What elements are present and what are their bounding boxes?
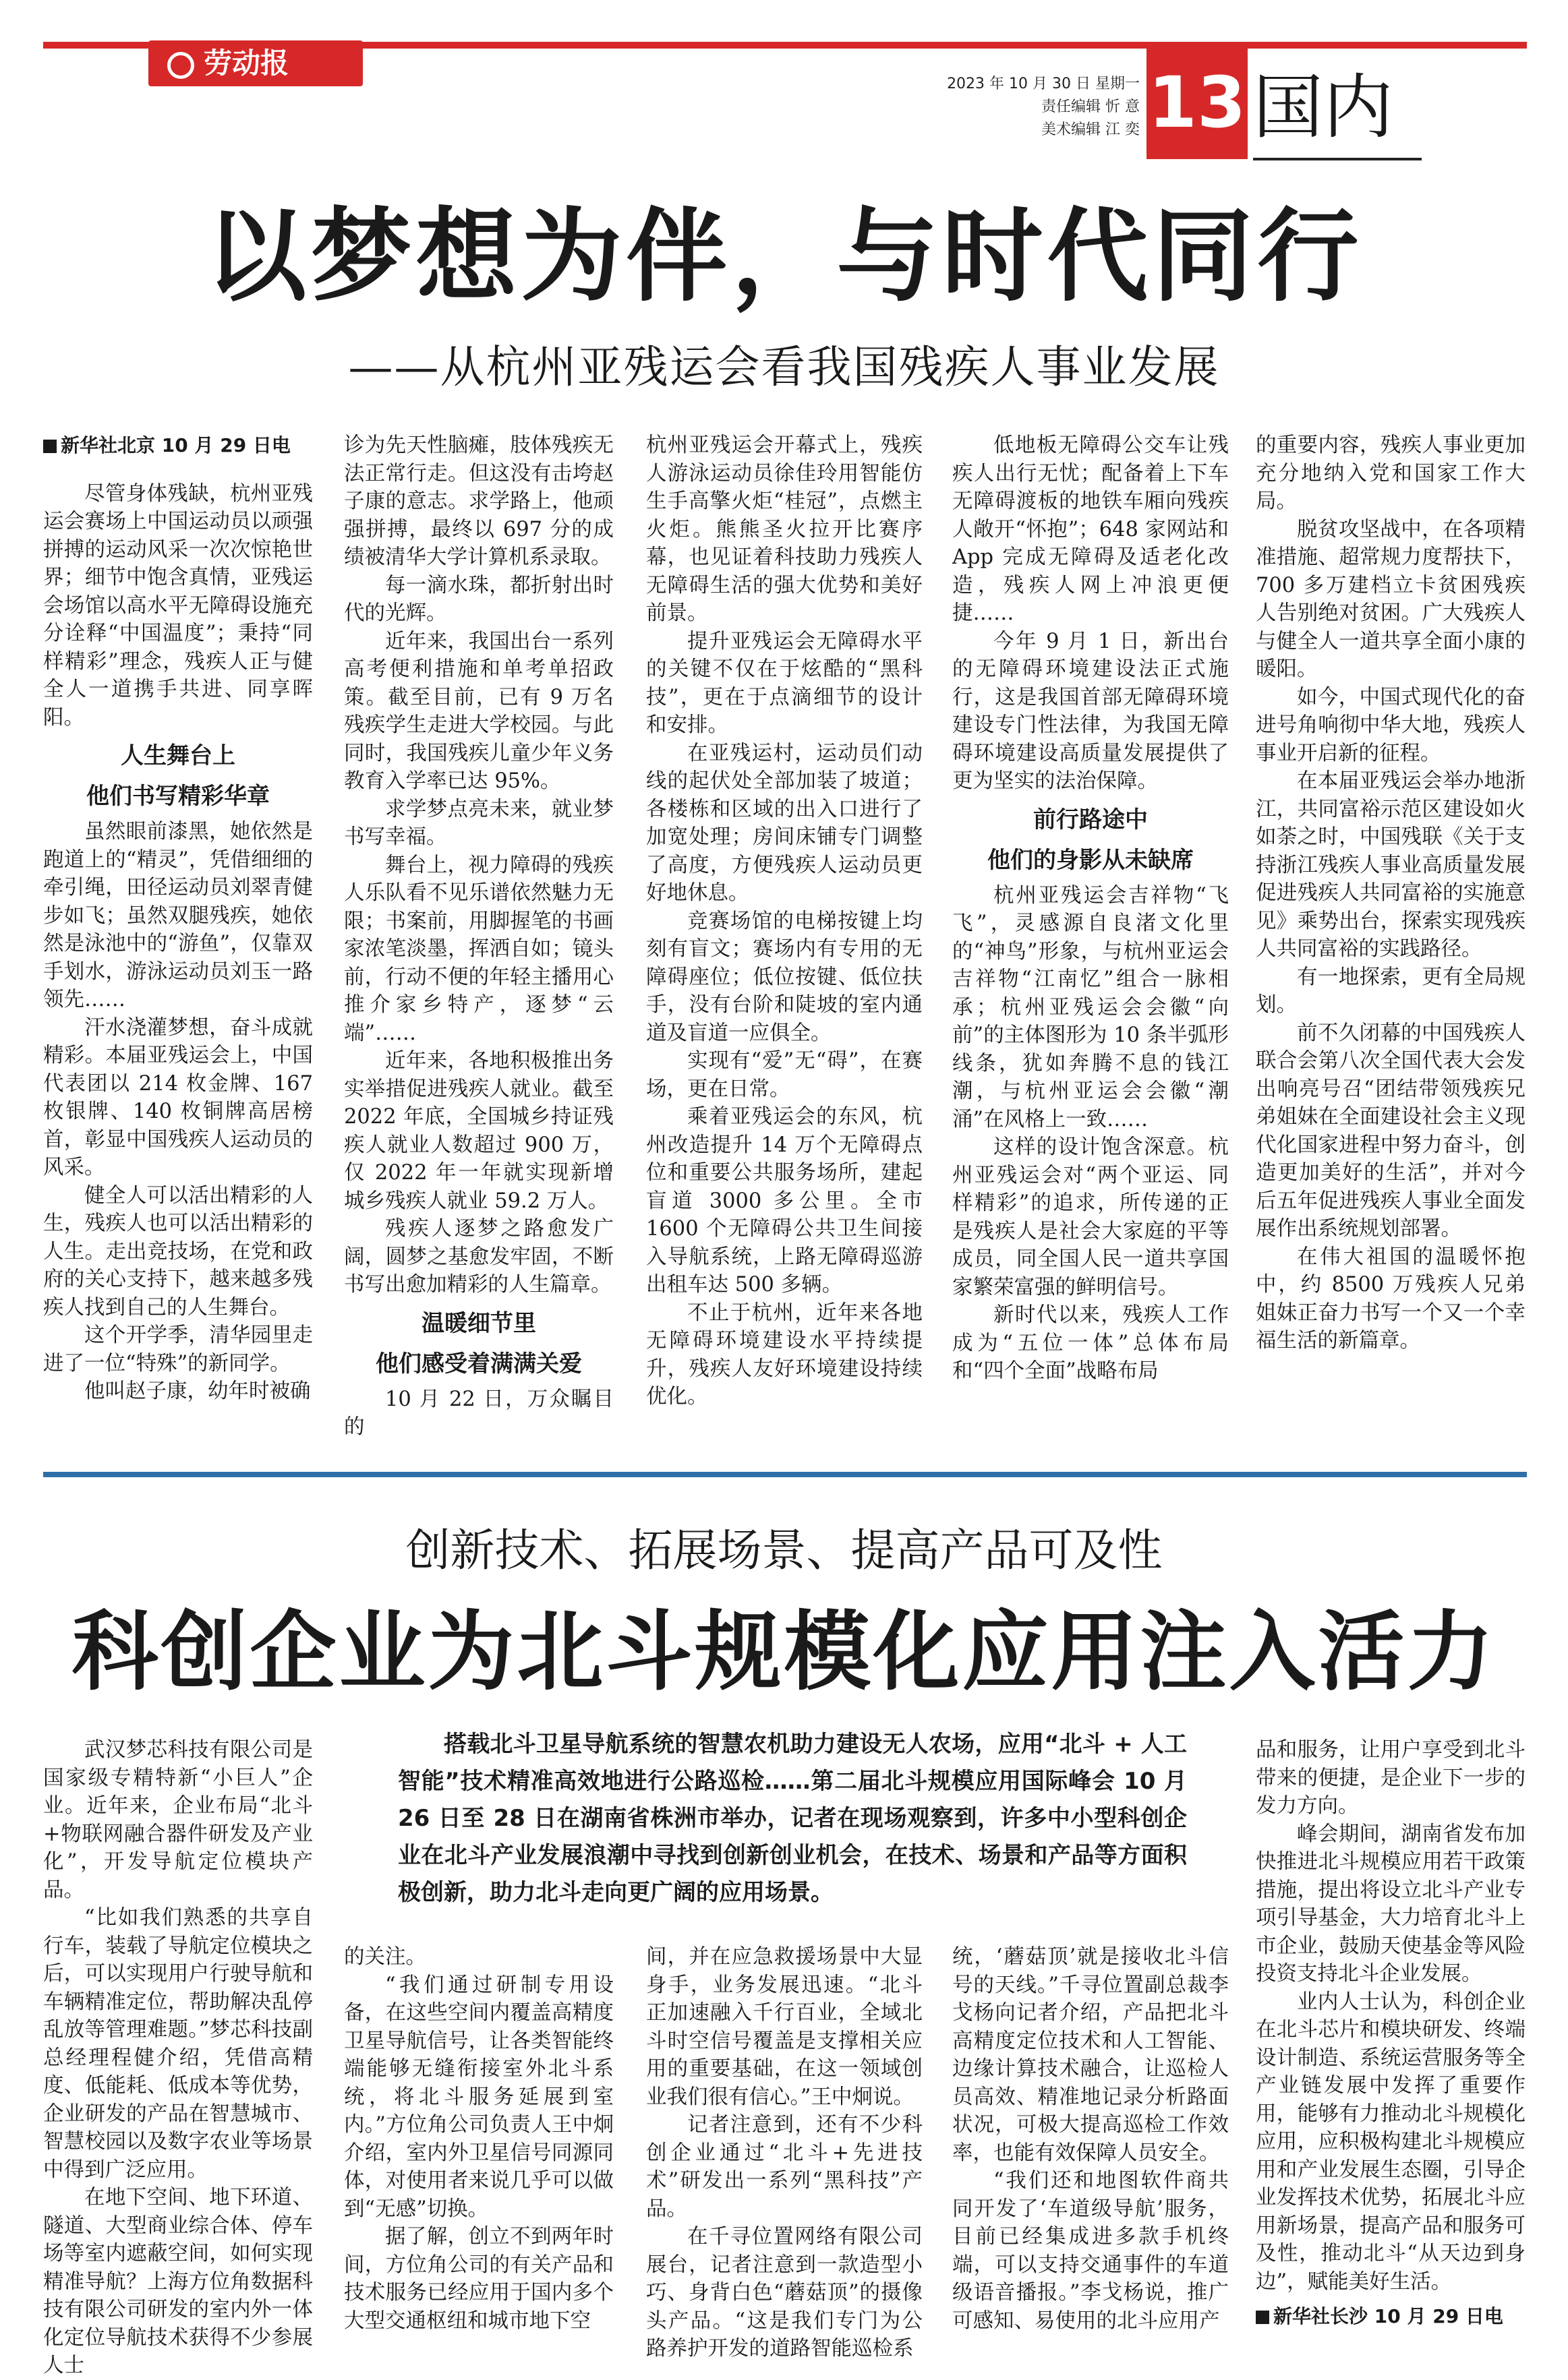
paragraph: 记者注意到，还有不少科创企业通过“北斗+先进技术”研发出一系列“黑科技”产品。: [646, 2113, 923, 2221]
paragraph: 业内人士认为，科创企业在北斗芯片和模块研发、终端设计制造、系统运营服务等全产业链发展中发挥了重要作用，能够有力推动北斗规模化应用，应积极构建北斗规模应用和产业发展生态圈，引导企业发挥技术优势，拓展北斗应用新场景，提高产品和服务可及性，推动北斗“从天边到身边”，赋能美好生活。: [1256, 1990, 1526, 2294]
paragraph: 据了解，创立不到两年时间，方位角公司的有关产品和技术服务已经应用于国内多个大型交通枢纽和城市地下空: [344, 2225, 614, 2333]
square-bullet-icon: [1256, 2311, 1269, 2324]
paragraph: 武汉梦芯科技有限公司是国家级专精特新“小巨人”企业。近年来，企业布局“北斗+物联网融合器件研发及产业化”，开发导航定位模块产品。: [43, 1738, 313, 1902]
logo-text: 劳动报: [204, 47, 289, 80]
paragraph: 近年来，各地积极推出务实举措促进残疾人就业。截至 2022 年底，全国城乡持证残疾人就业人数超过 900 万，仅 2022 年一年就实现新增城乡残疾人就业 59.2 万人。: [344, 1049, 614, 1213]
article2-column-5: [1256, 1736, 1526, 2331]
page-number: 13: [1146, 46, 1248, 159]
paragraph: 虽然眼前漆黑，她依然是跑道上的“精灵”，凭借细细的牵引绳，田径运动员刘翠青健步如飞；虽然双腿残疾，她依然是泳池中的“游鱼”，仅靠双手划水，游泳运动员刘玉一路领先……: [43, 820, 313, 1011]
paragraph: 脱贫攻坚战中，在各项精准措施、超常规力度帮扶下，700 多万建档立卡贫困残疾人告别绝对贫困。广大残疾人与健全人一道共享全面小康的暖阳。: [1256, 517, 1526, 681]
newspaper-logo: [148, 40, 363, 86]
paragraph: 如今，中国式现代化的奋进号角响彻中华大地，残疾人事业开启新的征程。: [1256, 685, 1526, 765]
paragraph: 这个开学季，清华园里走进了一位“特殊”的新同学。: [43, 1323, 313, 1375]
paragraph: 乘着亚残运会的东风，杭州改造提升 14 万个无障碍点位和重要公共服务场所，建起盲道 3000 多公里。全市 1600 个无障碍公共卫生间接入导航系统，上路无障碍巡游出租车达 500 多辆。: [646, 1105, 923, 1297]
article-separator: [43, 1472, 1527, 1477]
paragraph: 杭州亚残运会开幕式上，残疾人游泳运动员徐佳玲用智能仿生手高擎火炬“桂冠”，点燃主火炬。熊熊圣火拉开比赛序幕，也见证着科技助力残疾人无障碍生活的强大优势和美好前景。: [646, 434, 923, 625]
paragraph: 间，并在应急救援场景中大显身手，业务发展迅速。“北斗正加速融入千行百业，全域北斗时空信号覆盖是支撑相关应用的重要基础，在这一领域创业我们很有信心。”王中炯说。: [646, 1945, 923, 2109]
issue-date: 2023 年 10 月 30 日 星期一: [947, 76, 1140, 92]
dateline-end: [1256, 2302, 1526, 2331]
article1-column-4: [952, 432, 1229, 1386]
article2-title: 科创企业为北斗规模化应用注入活力: [71, 1601, 1497, 1702]
dateline: [43, 432, 313, 460]
article1-subtitle: ——从杭州亚残运会看我国残疾人事业发展: [348, 341, 1220, 393]
paragraph: 实现有“爱”无“碍”，在赛场，更在日常。: [646, 1049, 923, 1101]
paragraph: “我们还和地图软件商共同开发了‘车道级导航’服务，目前已经集成进多款手机终端，可以支持交通事件的车道级语音播报。”李戈杨说，推广可感知、易使用的北斗应用产: [952, 2169, 1229, 2333]
section-name: 国内: [1253, 57, 1422, 160]
paragraph: 近年来，我国出台一系列高考便利措施和单考单招政策。截至目前，已有 9 万名残疾学生走进大学校园。与此同时，我国残疾儿童少年义务教育入学率已达 95%。: [344, 629, 614, 793]
paragraph: 诊为先天性脑瘫，肢体残疾无法正常行走。但这没有击垮赵子康的意志。求学路上，他顽强拼搏，最终以 697 分的成绩被清华大学计算机系录取。: [344, 434, 614, 569]
art-editor: 美术编辑 江 奕: [1041, 121, 1140, 138]
article2-lead-text: 搭载北斗卫星导航系统的智慧农机助力建设无人农场，应用“北斗 + 人工智能”技术精准高效地进行公路巡检……第二届北斗规模应用国际峰会 10 月 26 日至 28 日在湖南省株洲市举办，记者在现场观察到，许多中小型科创企业在北斗产业发展浪潮中寻找到创新创业机会，在技术、场景和产品等方面积极创新，助力北斗走向更广阔的应用场景。: [398, 1731, 1187, 1906]
paragraph: 健全人可以活出精彩的人生，残疾人也可以活出精彩的人生。走出竞技场，在党和政府的关心支持下，越来越多残疾人找到自己的人生舞台。: [43, 1183, 313, 1319]
paragraph: 舞台上，视力障碍的残疾人乐队看不见乐谱依然魅力无限；书案前，用脚握笔的书画家浓笔淡墨，挥洒自如；镜头前，行动不便的年轻主播用心推介家乡特产，逐梦“云端”……: [344, 853, 614, 1045]
paragraph: 在千寻位置网络有限公司展台，记者注意到一款造型小巧、身背白色“蘑菇顶”的摄像头产品。“这是我们专门为公路养护开发的道路智能巡检系: [646, 2225, 923, 2360]
subheading: 温暖细节里: [422, 1309, 536, 1337]
article1-column-2: [344, 432, 614, 1441]
subheading: 人生舞台上: [121, 742, 235, 769]
paragraph: 尽管身体残缺，杭州亚残运会赛场上中国运动员以顽强拼搏的运动风采一次次惊艳世界；细节中饱含真情，亚残运会场馆以高水平无障碍设施充分诠释“中国温度”；秉持“同样精彩”理念，残疾人正与健全人一道携手共进、同享晖阳。: [43, 481, 313, 730]
paragraph: 残疾人逐梦之路愈发广阔，圆梦之基愈发牢固，不断书写出愈加精彩的人生篇章。: [344, 1217, 614, 1297]
dateline-text: 新华社长沙 10 月 29 日电: [1273, 2305, 1503, 2327]
paragraph: 在地下空间、地下环道、隧道、大型商业综合体、停车场等室内遮蔽空间，如何实现精准导航？上海方位角数据科技有限公司研发的室内外一体化定位导航技术获得不少参展人士: [43, 2186, 313, 2377]
paragraph: 不止于杭州，近年来各地无障碍环境建设水平持续提升，残疾人友好环境建设持续优化。: [646, 1301, 923, 1408]
paragraph: 这样的设计饱含深意。杭州亚残运会对“两个亚运、同样精彩”的追求，所传递的正是残疾人是社会大家庭的平等成员，同全国人民一道共享国家繁荣富强的鲜明信号。: [952, 1135, 1229, 1299]
paragraph: 10 月 22 日，万众瞩目的: [344, 1387, 614, 1439]
paragraph: “我们通过研制专用设备，在这些空间内覆盖高精度卫星导航信号，让各类智能终端能够无缝衔接室外北斗系统，将北斗服务延展到室内。”方位角公司负责人王中炯介绍，室内外卫星信号同源同体，对使用者来说几乎可以做到“无感”切换。: [344, 1973, 614, 2221]
paragraph: 峰会期间，湖南省发布加快推进北斗规模应用若干政策措施，提出将设立北斗产业专项引导基金，大力培育北斗上市企业，鼓励天使基金等风险投资支持北斗企业发展。: [1256, 1822, 1526, 1986]
paragraph: 在亚残运村，运动员们动线的起伏处全部加装了坡道；各楼栋和区域的出入口进行了加宽处理；房间床铺专门调整了高度，方便残疾人运动员更好地休息。: [646, 741, 923, 905]
paragraph: 杭州亚残运会吉祥物“飞飞”，灵感源自良渚文化里的“神鸟”形象，与杭州亚运会吉祥物“江南忆”组合一脉相承；杭州亚残运会会徽“向前”的主体图形为 10 条半弧形线条，犹如奔腾不息的钱江潮，与杭州亚运会会徽“潮涌”在风格上一致……: [952, 883, 1229, 1131]
paragraph: 他叫赵子康，幼年时被确: [84, 1379, 311, 1403]
article2-lead: [398, 1726, 1187, 1911]
paragraph: 的重要内容，残疾人事业更加充分地纳入党和国家工作大局。: [1256, 434, 1526, 513]
paragraph: 新时代以来，残疾人工作成为“五位一体”总体布局和“四个全面”战略布局: [952, 1303, 1229, 1383]
paragraph: 竞赛场馆的电梯按键上均刻有盲文；赛场内有专用的无障碍座位；低位按键、低位扶手，没有台阶和陡坡的室内通道及盲道一应俱全。: [646, 909, 923, 1045]
square-bullet-icon: [43, 440, 57, 453]
subheading: 前行路途中: [1033, 806, 1148, 833]
article1-title: 以梦想为伴，与时代同行: [205, 197, 1363, 316]
subheading: 他们感受着满满关爱: [376, 1350, 582, 1377]
subheading: 他们的身影从未缺席: [987, 846, 1194, 874]
article2-column-1: [43, 1736, 313, 2380]
paragraph: “比如我们熟悉的共享自行车，装载了导航定位模块之后，可以实现用户行驶导航和车辆精准定位，帮助解决乱停乱放等管理难题。”梦芯科技副总经理程健介绍，凭借高精度、低能耗、低成本等优势，企业研发的产品在智慧城市、智慧校园以及数字农业等场景中得到广泛应用。: [43, 1906, 313, 2182]
article2-column-4: [952, 1943, 1229, 2335]
paragraph: 在本届亚残运会举办地浙江，共同富裕示范区建设如火如荼之时，中国残联《关于支持浙江残疾人事业高质量发展促进残疾人共同富裕的实施意见》乘势出台，探索实现残疾人共同富裕的实践路径。: [1256, 769, 1526, 961]
article2-column-3: [646, 1943, 923, 2363]
paragraph: 前不久闭幕的中国残疾人联合会第八次全国代表大会发出响亮号召“团结带领残疾兄弟姐妹在全面建设社会主义现代化国家进程中努力奋斗，创造更加美好的生活”，并对今后五年促进残疾人事业全面发展作出系统规划部署。: [1256, 1021, 1526, 1241]
article1-column-3: [646, 432, 923, 1411]
paragraph: 提升亚残运会无障碍水平的关键不仅在于炫酷的“黑科技”，更在于点滴细节的设计和安排。: [646, 629, 923, 737]
paragraph: 汗水浇灌梦想，奋斗成就精彩。本届亚残运会上，中国代表团以 214 枚金牌、167 枚银牌、140 枚铜牌高居榜首，彰显中国残疾人运动员的风采。: [43, 1015, 313, 1179]
responsible-editor: 责任编辑 忻 意: [1041, 98, 1140, 115]
paragraph: 有一地探索，更有全局规划。: [1256, 965, 1526, 1017]
article2-kicker: 创新技术、拓展场景、提高产品可及性: [405, 1524, 1163, 1576]
subheading: 他们书写精彩华章: [86, 783, 270, 810]
paragraph: 今年 9 月 1 日，新出台的无障碍环境建设法正式施行，这是我国首部无障碍环境建设专门性法律，为我国无障碍环境建设高质量发展提供了更为坚实的法治保障。: [952, 629, 1229, 793]
paragraph: 品和服务，让用户享受到北斗带来的便捷，是企业下一步的发力方向。: [1256, 1738, 1526, 1818]
article1-column-5: [1256, 432, 1526, 1355]
date-block: [897, 73, 1140, 142]
dateline-text: 新华社北京 10 月 29 日电: [61, 434, 291, 456]
paragraph: 在伟大祖国的温暖怀抱中，约 8500 万残疾人兄弟姐妹正奋力书写一个又一个幸福生活的新篇章。: [1256, 1245, 1526, 1352]
article1-column-1: [43, 432, 313, 1406]
paragraph: 每一滴水珠，都折射出时代的光辉。: [344, 573, 614, 625]
article2-column-2: [344, 1943, 614, 2335]
paragraph: 低地板无障碍公交车让残疾人出行无忧；配备着上下车无障碍渡板的地铁车厢向残疾人敞开“怀抱”；648 家网站和 App 完成无障碍及适老化改造，残疾人网上冲浪更便捷……: [952, 434, 1229, 625]
logo-icon: [167, 52, 194, 79]
paragraph: 的关注。: [344, 1945, 426, 1969]
paragraph: 统，‘蘑菇顶’就是接收北斗信号的天线。”千寻位置副总裁李戈杨向记者介绍，产品把北斗高精度定位技术和人工智能、边缘计算技术融合，让巡检人员高效、精准地记录分析路面状况，可极大提高巡检工作效率，也能有效保障人员安全。: [952, 1945, 1229, 2165]
paragraph: 求学梦点亮未来，就业梦书写幸福。: [344, 797, 614, 849]
